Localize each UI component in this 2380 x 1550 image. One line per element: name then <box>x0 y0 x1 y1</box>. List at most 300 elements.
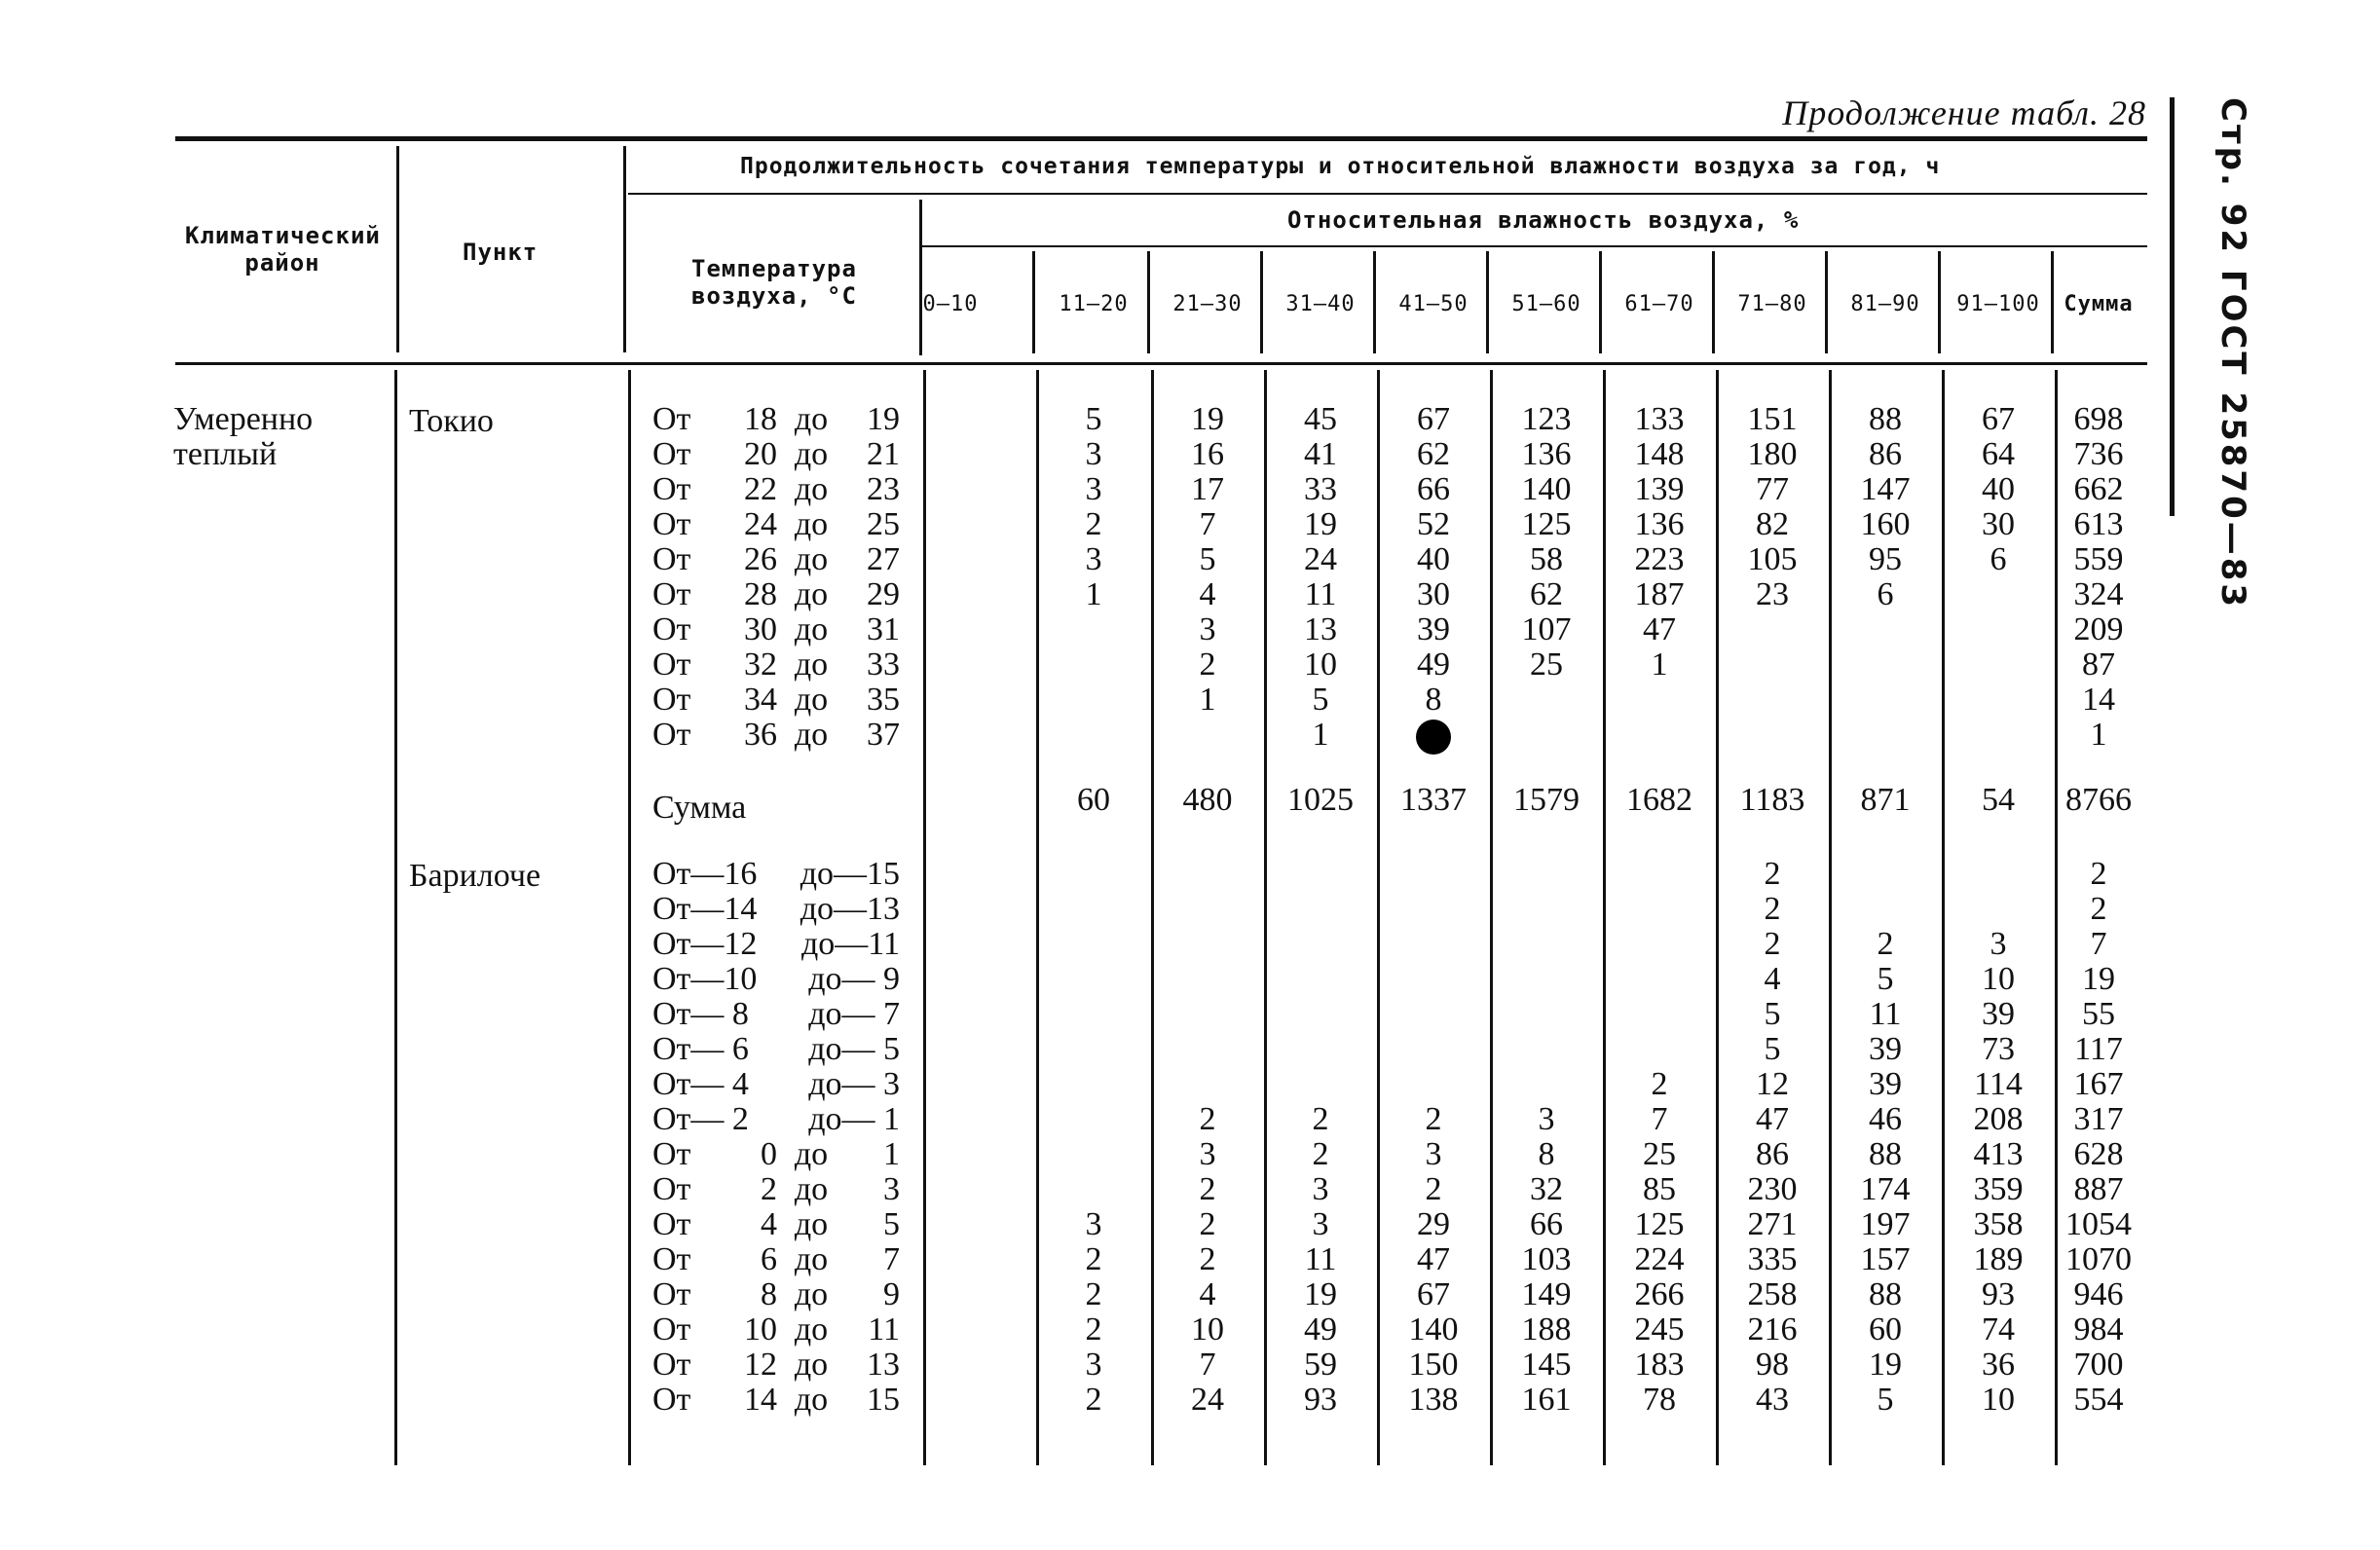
temperature-part: 23 <box>867 471 900 507</box>
body-rule-1 <box>394 370 397 1465</box>
table-cell: 698 <box>2073 401 2124 437</box>
table-cell <box>1151 1067 1264 1102</box>
table-cell: 2 <box>1085 1241 1102 1277</box>
temperature-part: От <box>652 471 691 507</box>
sum-cell: 60 <box>1077 782 1110 818</box>
value-column-71–80 <box>1716 857 1829 1418</box>
table-cell <box>1490 997 1603 1032</box>
table-cell: 167 <box>2073 1066 2124 1102</box>
temperature-part: до <box>794 1171 829 1207</box>
table-cell <box>1151 997 1264 1032</box>
table-cell <box>1603 1032 1716 1067</box>
value-column-41–50 <box>1377 857 1490 1418</box>
temperature-part: до <box>794 717 829 753</box>
temperature-row <box>652 1242 900 1277</box>
table-cell: 613 <box>2073 506 2124 542</box>
temperature-part: до <box>794 576 829 612</box>
table-cell: 60 <box>1869 1311 1902 1347</box>
table-cell <box>1603 962 1716 997</box>
column-header-4: 41–50 <box>1398 292 1469 316</box>
table-cell: 188 <box>1521 1311 1572 1347</box>
header-humidity: Относительная влажность воздуха, % <box>1287 206 1800 234</box>
temperature-row <box>652 542 900 577</box>
temperature-part: до <box>794 436 829 472</box>
column-header-2: 21–30 <box>1172 292 1243 316</box>
table-cell: 45 <box>1304 401 1337 437</box>
temperature-part: 33 <box>867 646 900 683</box>
table-cell: 3 <box>1312 1206 1329 1242</box>
table-cell: 559 <box>2073 541 2124 577</box>
table-cell: 359 <box>1973 1171 2024 1207</box>
table-cell: 149 <box>1521 1276 1572 1312</box>
temperature-row <box>652 612 900 647</box>
temperature-row <box>652 472 900 507</box>
temperature-part: 7 <box>883 1241 900 1277</box>
temperature-part: 32 <box>744 646 777 683</box>
temperature-part: От <box>652 1171 691 1207</box>
table-cell <box>1377 1032 1490 1067</box>
value-column-Сумма <box>2055 402 2142 753</box>
table-cell: 10 <box>1982 961 2015 997</box>
table-cell: 67 <box>1417 401 1450 437</box>
table-cell <box>1264 1067 1377 1102</box>
temperature-part: 1 <box>883 1136 900 1172</box>
temperature-list <box>652 402 900 753</box>
sum-cell: 8766 <box>2065 782 2132 818</box>
col-rule-3 <box>919 200 922 355</box>
temperature-part: 26 <box>744 541 777 577</box>
table-cell: 85 <box>1643 1171 1676 1207</box>
table-cell: 3 <box>1085 1206 1102 1242</box>
humidity-rule <box>920 245 2147 247</box>
table-cell: 5 <box>1312 682 1329 718</box>
sum-cell: 1337 <box>1400 782 1467 818</box>
table-cell: 33 <box>1304 471 1337 507</box>
table-cell <box>1603 892 1716 927</box>
temperature-row <box>652 577 900 612</box>
table-cell: 1 <box>1651 646 1668 683</box>
table-cell: 1 <box>1085 576 1102 612</box>
temperature-part: до <box>794 541 829 577</box>
table-cell: 29 <box>1417 1206 1450 1242</box>
table-cell: 208 <box>1973 1101 2024 1137</box>
temperature-row <box>652 647 900 683</box>
temperature-row <box>652 507 900 542</box>
table-cell <box>1603 997 1716 1032</box>
sum-cell: 1025 <box>1287 782 1354 818</box>
table-cell: 197 <box>1860 1206 1911 1242</box>
temperature-part: 3 <box>883 1171 900 1207</box>
table-cell: 64 <box>1982 436 2015 472</box>
column-header-10: Сумма <box>2064 292 2134 316</box>
table-cell: 19 <box>1304 1276 1337 1312</box>
temperature-part: 10 <box>744 1311 777 1347</box>
temperature-row <box>652 997 900 1032</box>
temperature-part: 31 <box>867 611 900 647</box>
temperature-part: 20 <box>744 436 777 472</box>
table-cell <box>1490 892 1603 927</box>
table-cell: 8 <box>1538 1136 1555 1172</box>
column-header-6: 61–70 <box>1624 292 1694 316</box>
temperature-part: От <box>652 1382 691 1418</box>
temperature-row <box>652 402 900 437</box>
table-cell: 271 <box>1747 1206 1798 1242</box>
sum-label: Сумма <box>652 790 747 826</box>
temperature-part: 27 <box>867 541 900 577</box>
temperature-part: От <box>652 1241 691 1277</box>
body-rule-3 <box>923 370 926 1465</box>
temperature-part: 18 <box>744 401 777 437</box>
table-cell <box>1490 962 1603 997</box>
table-cell: 662 <box>2073 471 2124 507</box>
table-cell: 5 <box>1764 996 1781 1032</box>
column-header-8: 81–90 <box>1850 292 1920 316</box>
temperature-row <box>652 1347 900 1383</box>
table-cell: 49 <box>1417 646 1450 683</box>
table-cell: 24 <box>1191 1382 1224 1418</box>
temperature-row <box>652 1383 900 1418</box>
temperature-part: От <box>652 1136 691 1172</box>
table-cell <box>1377 892 1490 927</box>
table-cell: 4 <box>1764 961 1781 997</box>
temperature-row <box>652 927 900 962</box>
table-cell: 2 <box>1764 891 1781 927</box>
table-cell: 7 <box>1651 1101 1668 1137</box>
table-cell: 324 <box>2073 576 2124 612</box>
top-rule <box>175 136 2147 141</box>
table-cell: 11 <box>1304 576 1337 612</box>
table-cell: 88 <box>1869 1136 1902 1172</box>
temperature-part: до <box>794 506 829 542</box>
temperature-to: до—15 <box>800 856 900 892</box>
table-cell: 40 <box>1417 541 1450 577</box>
header-region: Климатический район <box>185 222 381 277</box>
temperature-part: 36 <box>744 717 777 753</box>
value-column-11–20 <box>1036 402 1151 612</box>
table-cell: 2 <box>2090 856 2107 892</box>
table-cell <box>1151 892 1264 927</box>
value-column-91–100 <box>1942 402 2055 577</box>
table-cell: 136 <box>1634 506 1685 542</box>
table-cell: 55 <box>2082 996 2115 1032</box>
continuation-label: Продолжение табл. 28 <box>1782 93 2146 132</box>
table-cell: 77 <box>1756 471 1789 507</box>
temperature-part: 29 <box>867 576 900 612</box>
temperature-part: 5 <box>883 1206 900 1242</box>
value-column-81–90 <box>1829 857 1942 1418</box>
table-cell: 2 <box>1877 926 1894 962</box>
temperature-part: От <box>652 1347 691 1383</box>
table-cell: 5 <box>1877 961 1894 997</box>
temperature-part: От <box>652 611 691 647</box>
sum-cell: 1682 <box>1626 782 1692 818</box>
table-cell: 151 <box>1747 401 1798 437</box>
table-cell: 140 <box>1521 471 1572 507</box>
table-cell: 14 <box>2082 682 2115 718</box>
table-cell: 2 <box>1312 1101 1329 1137</box>
table-cell: 3 <box>1085 1347 1102 1383</box>
table-cell: 1070 <box>2065 1241 2132 1277</box>
table-cell: 224 <box>1634 1241 1685 1277</box>
temperature-part: 12 <box>744 1347 777 1383</box>
temperature-part: От <box>652 646 691 683</box>
header-point: Пункт <box>463 239 539 266</box>
page-side-note: Стр. 92 ГОСТ 25870—83 <box>2213 97 2252 610</box>
table-cell: 174 <box>1860 1171 1911 1207</box>
temperature-to: до—11 <box>800 926 900 962</box>
table-cell: 140 <box>1408 1311 1459 1347</box>
temperature-from: От— 2 <box>652 1101 749 1137</box>
table-cell: 554 <box>2073 1382 2124 1418</box>
value-column-81–90 <box>1829 402 1942 612</box>
table-cell: 40 <box>1982 471 2015 507</box>
table-cell: 67 <box>1417 1276 1450 1312</box>
table-cell: 10 <box>1304 646 1337 683</box>
col-rule-1 <box>396 146 399 352</box>
table-cell: 189 <box>1973 1241 2024 1277</box>
column-header-9: 91–100 <box>1956 292 2040 316</box>
table-cell <box>1036 997 1151 1032</box>
table-cell: 2 <box>1764 926 1781 962</box>
temperature-part: до <box>794 1241 829 1277</box>
temperature-part: 37 <box>867 717 900 753</box>
table-cell: 5 <box>1877 1382 1894 1418</box>
table-cell: 946 <box>2073 1276 2124 1312</box>
table-cell: 43 <box>1756 1382 1789 1418</box>
table-cell: 887 <box>2073 1171 2124 1207</box>
table-cell: 19 <box>1869 1347 1902 1383</box>
table-cell: 17 <box>1191 471 1224 507</box>
table-cell: 3 <box>1990 926 2007 962</box>
table-cell: 19 <box>1304 506 1337 542</box>
value-column-21–30 <box>1151 857 1264 1418</box>
table-cell <box>1377 857 1490 892</box>
header-duration: Продолжительность сочетания температуры и относительной влажности воздуха за год, ч <box>740 154 1941 179</box>
table-cell: 2 <box>1085 1311 1102 1347</box>
sum-cell: 1579 <box>1513 782 1580 818</box>
table-cell: 6 <box>1990 541 2007 577</box>
table-cell: 628 <box>2073 1136 2124 1172</box>
side-rule <box>2170 97 2175 516</box>
temperature-part: до <box>794 1382 829 1418</box>
temperature-part: 11 <box>868 1311 900 1347</box>
table-cell: 105 <box>1747 541 1798 577</box>
table-cell: 86 <box>1869 436 1902 472</box>
table-cell: 161 <box>1521 1382 1572 1418</box>
table-cell: 2 <box>1425 1101 1442 1137</box>
temperature-part: до <box>794 1276 829 1312</box>
table-cell: 88 <box>1869 1276 1902 1312</box>
table-cell: 7 <box>1199 1347 1216 1383</box>
column-header-7: 71–80 <box>1737 292 1807 316</box>
table-cell: 95 <box>1869 541 1902 577</box>
table-cell <box>1036 857 1151 892</box>
temperature-list <box>652 857 900 1418</box>
temperature-to: до— 1 <box>808 1101 900 1137</box>
temperature-row <box>652 857 900 892</box>
temperature-part: 0 <box>761 1136 777 1172</box>
sum-cell: 480 <box>1182 782 1233 818</box>
temperature-from: От— 4 <box>652 1066 749 1102</box>
temperature-part: до <box>794 1206 829 1242</box>
table-cell <box>1151 962 1264 997</box>
table-cell: 157 <box>1860 1241 1911 1277</box>
table-cell: 30 <box>1982 506 2015 542</box>
sum-cell: 871 <box>1860 782 1911 818</box>
table-cell: 107 <box>1521 611 1572 647</box>
table-cell: 258 <box>1747 1276 1798 1312</box>
temperature-part: От <box>652 1276 691 1312</box>
table-cell: 7 <box>1199 506 1216 542</box>
table-cell: 19 <box>1191 401 1224 437</box>
table-cell: 160 <box>1860 506 1911 542</box>
table-cell: 88 <box>1869 401 1902 437</box>
table-cell: 16 <box>1191 436 1224 472</box>
table-cell: 2 <box>1199 646 1216 683</box>
table-cell <box>1036 1067 1151 1102</box>
table-cell: 24 <box>1304 541 1337 577</box>
value-column-31–40 <box>1264 402 1377 753</box>
table-cell <box>1264 1032 1377 1067</box>
table-cell: 133 <box>1634 401 1685 437</box>
temperature-part: От <box>652 1311 691 1347</box>
table-cell: 2 <box>1425 1171 1442 1207</box>
table-cell: 3 <box>1199 1136 1216 1172</box>
table-cell: 98 <box>1756 1347 1789 1383</box>
value-column-41–50 <box>1377 402 1490 753</box>
temperature-part: до <box>794 471 829 507</box>
sum-cell: 1183 <box>1739 782 1805 818</box>
body-rule-2 <box>628 370 631 1465</box>
table-cell: 11 <box>1869 996 1902 1032</box>
table-cell: 32 <box>1530 1171 1563 1207</box>
table-cell: 78 <box>1643 1382 1676 1418</box>
table-cell: 25 <box>1530 646 1563 683</box>
temperature-row <box>652 1067 900 1102</box>
sum-cell: 54 <box>1982 782 2015 818</box>
table-cell: 2 <box>1651 1066 1668 1102</box>
temperature-part: 14 <box>744 1382 777 1418</box>
table-cell <box>1377 997 1490 1032</box>
temperature-part: 2 <box>761 1171 777 1207</box>
table-cell: 3 <box>1085 471 1102 507</box>
table-cell: 67 <box>1982 401 2015 437</box>
header-temperature: Температура воздуха, °С <box>691 255 857 310</box>
temperature-part: до <box>794 646 829 683</box>
table-cell <box>1829 892 1942 927</box>
table-cell <box>1036 962 1151 997</box>
table-cell: 93 <box>1304 1382 1337 1418</box>
table-cell: 114 <box>1974 1066 2023 1102</box>
temperature-to: до— 5 <box>808 1031 900 1067</box>
table-cell <box>1036 1032 1151 1067</box>
temperature-part: 22 <box>744 471 777 507</box>
table-cell: 3 <box>1425 1136 1442 1172</box>
table-cell: 125 <box>1521 506 1572 542</box>
table-cell <box>1264 962 1377 997</box>
temperature-part: до <box>794 401 829 437</box>
table-cell: 2 <box>1199 1101 1216 1137</box>
temperature-part: до <box>794 611 829 647</box>
table-cell: 82 <box>1756 506 1789 542</box>
table-cell: 39 <box>1982 996 2015 1032</box>
table-cell <box>1264 997 1377 1032</box>
table-cell: 30 <box>1417 576 1450 612</box>
column-header-1: 11–20 <box>1059 292 1129 316</box>
value-column-11–20 <box>1036 857 1151 1418</box>
table-cell: 180 <box>1747 436 1798 472</box>
table-cell: 2 <box>2090 891 2107 927</box>
temperature-row <box>652 962 900 997</box>
table-cell: 93 <box>1982 1276 2015 1312</box>
table-cell: 59 <box>1304 1347 1337 1383</box>
table-cell: 125 <box>1634 1206 1685 1242</box>
table-cell <box>1490 857 1603 892</box>
column-header-3: 31–40 <box>1285 292 1356 316</box>
table-cell: 138 <box>1408 1382 1459 1418</box>
table-cell <box>1151 1032 1264 1067</box>
temperature-row <box>652 1102 900 1137</box>
table-cell: 335 <box>1747 1241 1798 1277</box>
temperature-from: От—16 <box>652 856 758 892</box>
temperature-row <box>652 718 900 753</box>
filled-circle-icon <box>1416 720 1451 755</box>
table-cell <box>1490 1067 1603 1102</box>
temperature-part: 30 <box>744 611 777 647</box>
temperature-part: 8 <box>761 1276 777 1312</box>
table-cell <box>1151 857 1264 892</box>
table-cell: 47 <box>1756 1101 1789 1137</box>
table-cell: 25 <box>1643 1136 1676 1172</box>
table-cell: 74 <box>1982 1311 2015 1347</box>
table-cell: 2 <box>1085 1276 1102 1312</box>
table-cell: 413 <box>1973 1136 2024 1172</box>
temperature-part: От <box>652 401 691 437</box>
temperature-from: От—10 <box>652 961 758 997</box>
table-cell <box>1829 857 1942 892</box>
table-cell: 2 <box>1312 1136 1329 1172</box>
table-cell: 3 <box>1538 1101 1555 1137</box>
temperature-part: до <box>794 682 829 718</box>
table-cell: 8 <box>1425 682 1442 718</box>
table-cell: 47 <box>1643 611 1676 647</box>
temperature-row <box>652 1207 900 1242</box>
temperature-to: до— 9 <box>808 961 900 997</box>
table-cell: 3 <box>1085 541 1102 577</box>
table-cell: 1054 <box>2065 1206 2132 1242</box>
temperature-part: 4 <box>761 1206 777 1242</box>
value-column-61–70 <box>1603 402 1716 683</box>
temperature-row <box>652 437 900 472</box>
table-cell: 1 <box>2090 717 2107 753</box>
table-cell: 1 <box>1312 717 1329 753</box>
temperature-part: От <box>652 1206 691 1242</box>
value-column-21–30 <box>1151 402 1264 718</box>
table-cell: 700 <box>2073 1347 2124 1383</box>
table-cell: 103 <box>1521 1241 1572 1277</box>
table-cell: 2 <box>1199 1241 1216 1277</box>
temperature-part: От <box>652 436 691 472</box>
table-cell: 223 <box>1634 541 1685 577</box>
table-cell: 2 <box>1764 856 1781 892</box>
value-column-61–70 <box>1603 857 1716 1418</box>
temperature-to: до— 3 <box>808 1066 900 1102</box>
table-cell: 245 <box>1634 1311 1685 1347</box>
table-cell <box>1151 927 1264 962</box>
table-cell: 139 <box>1634 471 1685 507</box>
temperature-part: 35 <box>867 682 900 718</box>
temperature-part: От <box>652 717 691 753</box>
